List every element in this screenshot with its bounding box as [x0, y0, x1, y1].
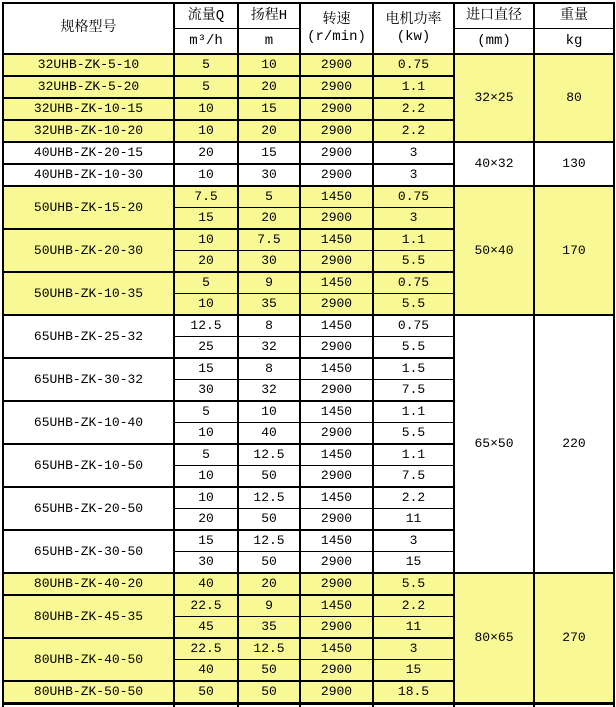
power-cell: 1.1: [373, 401, 454, 423]
speed-cell: 1450: [300, 401, 373, 423]
table-row: [3, 54, 614, 76]
flow-cell: 20: [174, 142, 238, 164]
speed-cell: 1450: [300, 186, 373, 208]
flow-cell: 10: [174, 423, 238, 445]
speed-cell: 2900: [300, 142, 373, 164]
head-cell: 32: [238, 337, 300, 359]
col-header-diameter: 进口直径: [454, 3, 534, 29]
diameter-cell: 32×25: [454, 54, 534, 142]
speed-cell: 2900: [300, 552, 373, 574]
flow-cell: 10: [174, 466, 238, 488]
power-cell: 0.75: [373, 54, 454, 76]
head-cell: 32: [238, 380, 300, 402]
model-cell: 32UHB-ZK-5-20: [3, 76, 174, 98]
power-cell: 1.1: [373, 444, 454, 466]
col-header-model: 规格型号: [3, 3, 174, 54]
flow-cell: 15: [174, 358, 238, 380]
table-row: [3, 142, 614, 164]
col-header-weight-unit: kg: [534, 29, 614, 55]
power-cell: 7.5: [373, 380, 454, 402]
col-header-power: [373, 3, 454, 54]
model-cell: 50UHB-ZK-10-35: [3, 272, 174, 315]
head-cell: 30: [238, 164, 300, 186]
power-cell: 1.1: [373, 76, 454, 98]
power-cell: 3: [373, 164, 454, 186]
speed-cell: 2900: [300, 98, 373, 120]
speed-cell: 2900: [300, 294, 373, 316]
head-cell: 30: [238, 251, 300, 273]
flow-cell: 10: [174, 164, 238, 186]
empty-cell: [174, 704, 238, 707]
head-cell: 12.5: [238, 638, 300, 660]
head-cell: 8: [238, 358, 300, 380]
empty-cell: [300, 704, 373, 707]
speed-cell: 1450: [300, 530, 373, 552]
col-header-flow-unit: m³/h: [174, 29, 238, 55]
col-header-flow: 流量Q: [174, 3, 238, 29]
weight-cell: 170: [534, 186, 614, 315]
weight-cell: 130: [534, 142, 614, 186]
diameter-cell: 65×50: [454, 315, 534, 573]
col-header-power-unit: (kw): [396, 28, 431, 45]
diameter-cell: 80×65: [454, 573, 534, 704]
table-body: [3, 54, 614, 707]
flow-cell: 10: [174, 98, 238, 120]
model-cell: 65UHB-ZK-10-50: [3, 444, 174, 487]
head-cell: 15: [238, 98, 300, 120]
power-cell: 7.5: [373, 466, 454, 488]
empty-cell: [454, 704, 534, 707]
weight-cell: 270: [534, 573, 614, 704]
table-header: [3, 3, 614, 54]
head-cell: 40: [238, 423, 300, 445]
flow-cell: 15: [174, 208, 238, 230]
speed-cell: 2900: [300, 251, 373, 273]
flow-cell: 20: [174, 251, 238, 273]
power-cell: 2.2: [373, 120, 454, 142]
head-cell: 20: [238, 120, 300, 142]
head-cell: 8: [238, 315, 300, 337]
power-cell: 18.5: [373, 681, 454, 704]
head-cell: 12.5: [238, 530, 300, 552]
flow-cell: 10: [174, 229, 238, 251]
col-header-speed-unit: (r/min): [307, 28, 366, 45]
diameter-cell: 40×32: [454, 142, 534, 186]
flow-cell: 7.5: [174, 186, 238, 208]
empty-cell: [534, 704, 614, 707]
speed-cell: 1450: [300, 315, 373, 337]
model-cell: 50UHB-ZK-20-30: [3, 229, 174, 272]
power-cell: 11: [373, 509, 454, 531]
power-cell: 5.5: [373, 337, 454, 359]
head-cell: 35: [238, 617, 300, 639]
table-row: [3, 186, 614, 208]
weight-cell: 80: [534, 54, 614, 142]
speed-cell: 1450: [300, 595, 373, 617]
head-cell: 15: [238, 142, 300, 164]
power-cell: 1.5: [373, 358, 454, 380]
speed-cell: 2900: [300, 423, 373, 445]
power-cell: 3: [373, 142, 454, 164]
col-header-diameter-unit: (mm): [454, 29, 534, 55]
flow-cell: 20: [174, 509, 238, 531]
flow-cell: 10: [174, 294, 238, 316]
model-cell: 80UHB-ZK-40-50: [3, 638, 174, 681]
power-cell: 5.5: [373, 423, 454, 445]
weight-cell: 220: [534, 315, 614, 573]
head-cell: 9: [238, 272, 300, 294]
model-cell: 40UHB-ZK-10-30: [3, 164, 174, 186]
head-cell: 9: [238, 595, 300, 617]
model-cell: 65UHB-ZK-30-32: [3, 358, 174, 401]
empty-cell: [238, 704, 300, 707]
power-cell: 2.2: [373, 487, 454, 509]
power-cell: 15: [373, 660, 454, 682]
head-cell: 20: [238, 76, 300, 98]
power-cell: 1.1: [373, 229, 454, 251]
power-cell: 5.5: [373, 251, 454, 273]
speed-cell: 1450: [300, 487, 373, 509]
head-cell: 10: [238, 54, 300, 76]
flow-cell: 50: [174, 681, 238, 704]
power-cell: 3: [373, 208, 454, 230]
partial-row: [3, 704, 614, 707]
flow-cell: 5: [174, 444, 238, 466]
speed-cell: 2900: [300, 76, 373, 98]
head-cell: 35: [238, 294, 300, 316]
head-cell: 50: [238, 509, 300, 531]
model-cell: 65UHB-ZK-30-50: [3, 530, 174, 573]
speed-cell: 2900: [300, 120, 373, 142]
speed-cell: 2900: [300, 660, 373, 682]
flow-cell: 12.5: [174, 315, 238, 337]
speed-cell: 1450: [300, 229, 373, 251]
model-cell: 40UHB-ZK-20-15: [3, 142, 174, 164]
power-cell: 2.2: [373, 98, 454, 120]
head-cell: 20: [238, 573, 300, 595]
flow-cell: 5: [174, 54, 238, 76]
power-cell: 3: [373, 530, 454, 552]
model-cell: 80UHB-ZK-40-20: [3, 573, 174, 595]
empty-cell: [3, 704, 174, 707]
speed-cell: 2900: [300, 208, 373, 230]
speed-cell: 2900: [300, 466, 373, 488]
table-row: [3, 315, 614, 337]
head-cell: 10: [238, 401, 300, 423]
power-cell: 0.75: [373, 186, 454, 208]
power-cell: 3: [373, 638, 454, 660]
col-header-head: 扬程H: [238, 3, 300, 29]
flow-cell: 22.5: [174, 638, 238, 660]
power-cell: 11: [373, 617, 454, 639]
speed-cell: 1450: [300, 272, 373, 294]
flow-cell: 25: [174, 337, 238, 359]
speed-cell: 1450: [300, 358, 373, 380]
power-cell: 5.5: [373, 573, 454, 595]
model-cell: 32UHB-ZK-5-10: [3, 54, 174, 76]
empty-cell: [373, 704, 454, 707]
flow-cell: 40: [174, 660, 238, 682]
head-cell: 50: [238, 552, 300, 574]
table-row: [3, 573, 614, 595]
head-cell: 20: [238, 208, 300, 230]
col-header-speed: [300, 3, 373, 54]
power-cell: 0.75: [373, 272, 454, 294]
flow-cell: 15: [174, 530, 238, 552]
model-cell: 32UHB-ZK-10-20: [3, 120, 174, 142]
flow-cell: 22.5: [174, 595, 238, 617]
head-cell: 5: [238, 186, 300, 208]
speed-cell: 2900: [300, 617, 373, 639]
speed-cell: 2900: [300, 380, 373, 402]
speed-cell: 1450: [300, 638, 373, 660]
speed-cell: 2900: [300, 681, 373, 704]
col-header-power-label: 电机功率: [385, 11, 442, 28]
model-cell: 80UHB-ZK-45-35: [3, 595, 174, 638]
flow-cell: 10: [174, 487, 238, 509]
flow-cell: 40: [174, 573, 238, 595]
flow-cell: 10: [174, 120, 238, 142]
model-cell: 65UHB-ZK-25-32: [3, 315, 174, 358]
power-cell: 2.2: [373, 595, 454, 617]
col-header-weight: 重量: [534, 3, 614, 29]
model-cell: 32UHB-ZK-10-15: [3, 98, 174, 120]
speed-cell: 2900: [300, 54, 373, 76]
power-cell: 15: [373, 552, 454, 574]
head-cell: 7.5: [238, 229, 300, 251]
flow-cell: 5: [174, 401, 238, 423]
model-cell: 65UHB-ZK-10-40: [3, 401, 174, 444]
model-cell: 50UHB-ZK-15-20: [3, 186, 174, 229]
head-cell: 50: [238, 681, 300, 704]
col-header-head-unit: m: [238, 29, 300, 55]
col-header-speed-label: 转速: [322, 11, 351, 28]
flow-cell: 30: [174, 380, 238, 402]
flow-cell: 45: [174, 617, 238, 639]
head-cell: 12.5: [238, 444, 300, 466]
speed-cell: 2900: [300, 164, 373, 186]
diameter-cell: 50×40: [454, 186, 534, 315]
flow-cell: 5: [174, 76, 238, 98]
speed-cell: 2900: [300, 573, 373, 595]
speed-cell: 2900: [300, 509, 373, 531]
flow-cell: 5: [174, 272, 238, 294]
speed-cell: 1450: [300, 444, 373, 466]
head-cell: 50: [238, 660, 300, 682]
power-cell: 5.5: [373, 294, 454, 316]
model-cell: 80UHB-ZK-50-50: [3, 681, 174, 704]
model-cell: 65UHB-ZK-20-50: [3, 487, 174, 530]
head-cell: 50: [238, 466, 300, 488]
flow-cell: 30: [174, 552, 238, 574]
speed-cell: 2900: [300, 337, 373, 359]
pump-spec-table: [2, 2, 615, 707]
power-cell: 0.75: [373, 315, 454, 337]
head-cell: 12.5: [238, 487, 300, 509]
